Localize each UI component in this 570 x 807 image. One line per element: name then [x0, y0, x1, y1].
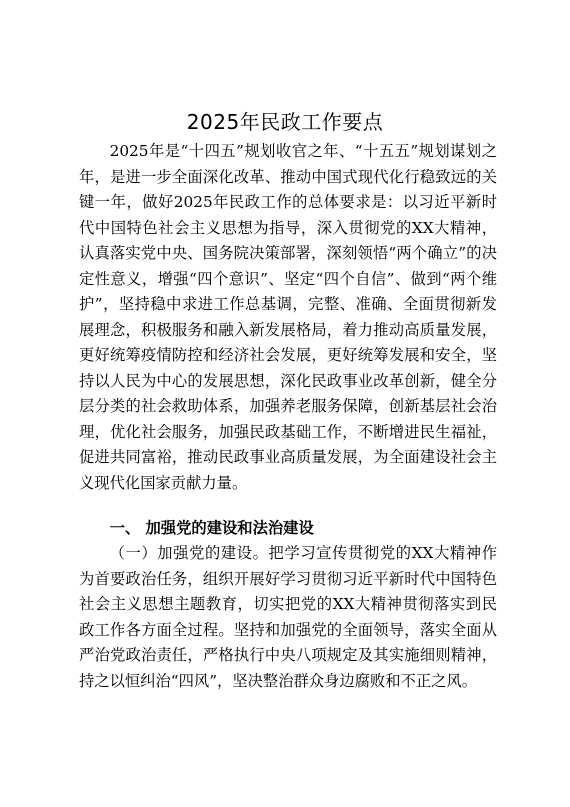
document-title: 2025年民政工作要点 [186, 110, 384, 134]
intro-paragraph: 2025年是“十四五”规划收官之年、“十五五”规划谋划之年，是进一步全面深化改革、推动中国式现代化行稳致远的关键一年，做好2025年民政工作的总体要求是：以习近平新时代中国特色社会主义思想为指导，深入贯彻党的XX大精神，认真落实党中央、国务院决策部署，深刻领悟“两个确立”的决定性意义，增强“四个意识”、坚定“四个自信”、做到“两个维护”，坚持稳中求进工作总基调，完整、准确、全面贯彻新发展理念，积极服务和融入新发展格局，着力推动高质量发展，更好统筹疫情防控和经济社会发展，更好统筹发展和安全，坚持以人民为中心的发展思想，深化民政事业改革创新，健全分层分类的社会救助体系，加强养老服务保障，创新基层社会治理，优化社会服务，加强民政基础工作，不断增进民生福祉，促进共同富裕，推动民政事业高质量发展，为全面建设社会主义现代化国家贡献力量。 [79, 142, 497, 492]
section-heading: 一、 加强党的建设和法治建设 [109, 519, 314, 537]
section-paragraph: （一）加强党的建设。把学习宣传贯彻党的XX大精神作为首要政治任务，组织开展好学习贯彻习近平新时代中国特色社会主义思想主题教育，切实把党的XX大精神贯彻落实到民政工作各方面全过程。坚持和加强党的全面领导，落实全面从严治党政治责任，严格执行中央八项规定及其实施细则精神，持之以恒纠治“四风”，坚决整治群众身边腐败和不正之风。 [79, 544, 497, 690]
